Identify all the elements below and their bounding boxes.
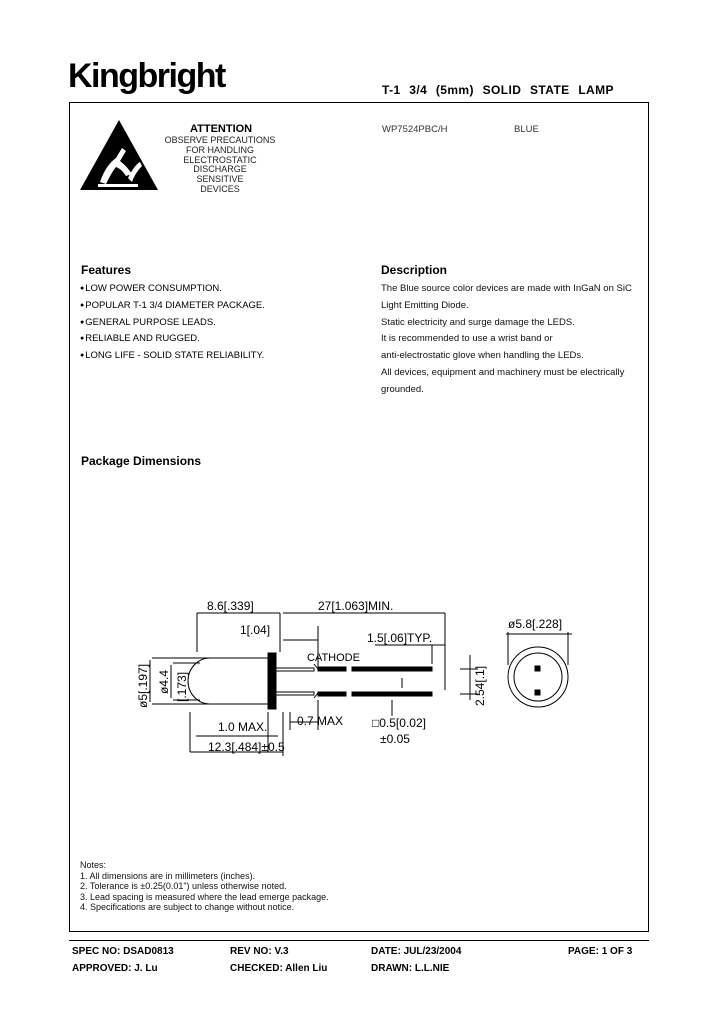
- led-front-view: [508, 647, 568, 707]
- description-line: The Blue source color devices are made with InGaN on SiC: [381, 283, 632, 294]
- brand-logo: Kingbright: [68, 57, 225, 95]
- dim-lead-tolerance: ±0.05: [380, 732, 410, 746]
- part-color: BLUE: [514, 124, 539, 135]
- lead-bottom-right: [352, 692, 432, 696]
- feature-item: ● GENERAL PURPOSE LEADS.: [80, 315, 265, 332]
- description-line: Static electricity and surge damage the LEDS.: [381, 316, 575, 328]
- notes: [80, 860, 329, 913]
- dim-lead-offset: 1.5[.06]TYP.: [367, 631, 433, 645]
- cathode-label: CATHODE: [307, 652, 360, 664]
- approved-by: APPROVED: J. Lu: [72, 963, 158, 974]
- attention-line: DEVICES: [200, 183, 240, 194]
- spec-number: SPEC NO: DSAD0813: [72, 946, 174, 957]
- drawn-by: DRAWN: L.L.NIE: [371, 963, 450, 974]
- description-heading: Description: [381, 263, 448, 277]
- description-line: It is recommended to use a wrist band or: [381, 333, 553, 345]
- features-heading: Features: [81, 263, 132, 277]
- dim-lead-spacing: 2.54[.1]: [473, 665, 487, 706]
- attention-title: ATTENTION: [190, 123, 253, 135]
- footer-divider: [69, 940, 649, 941]
- description-line: grounded.: [381, 383, 424, 395]
- dim-flange-diameter: ø5.8[.228]: [508, 617, 563, 631]
- attention-line: ELECTROSTATIC: [183, 154, 257, 165]
- dim-lens-length: 8.6[.339]: [207, 599, 254, 613]
- note-item: 3. Lead spacing is measured where the lead emerge package.: [80, 891, 329, 902]
- part-number: WP7524PBC/H: [382, 124, 448, 135]
- lead-bottom-left: [276, 692, 314, 695]
- led-flange: [268, 653, 276, 709]
- led-body-outline: [188, 658, 268, 704]
- attention-line: DISCHARGE: [193, 164, 247, 175]
- lead-top-left: [276, 668, 314, 671]
- attention-line: OBSERVE PRECAUTIONS: [164, 135, 276, 145]
- description-line: anti-electrostatic glove when handling the LEDs.: [381, 350, 584, 362]
- feature-item: ● POPULAR T-1 3/4 DIAMETER PACKAGE.: [80, 298, 265, 315]
- revision-number: REV NO: V.3: [230, 946, 289, 957]
- description-line: All devices, equipment and machinery must be electrically: [381, 366, 625, 378]
- dim-lead-bend-max: 0.7 MAX: [297, 714, 344, 728]
- dim-lens-diameter: ø4.4: [157, 669, 171, 694]
- note-item: 2. Tolerance is ±0.25(0.01") unless otherwise noted.: [80, 881, 287, 891]
- feature-item: ● LOW POWER CONSUMPTION.: [80, 281, 265, 298]
- notes-title: Notes:: [80, 860, 107, 870]
- dim-lead-length: 27[1.063]MIN.: [318, 599, 394, 613]
- checked-by: CHECKED: Allen Liu: [230, 963, 328, 974]
- dim-body-length: 12.3[.484]±0.5: [208, 740, 285, 754]
- description-line: Light Emitting Diode.: [381, 299, 469, 311]
- feature-item: ● LONG LIFE - SOLID STATE RELIABILITY.: [80, 348, 265, 365]
- note-item: 1. All dimensions are in millimeters (inches).: [80, 870, 256, 881]
- feature-item: ● RELIABLE AND RUGGED.: [80, 331, 265, 348]
- document-title: T-1 3/4 (5mm) SOLID STATE LAMP: [382, 83, 614, 97]
- lead-top-right: [352, 667, 432, 671]
- dim-flange: 1[.04]: [240, 623, 271, 637]
- dim-lead-square: □0.5[0.02]: [372, 716, 426, 730]
- dim-lens-diameter-inch: [.173]: [175, 671, 189, 702]
- package-heading: Package Dimensions: [81, 454, 202, 468]
- note-item: 4. Specifications are subject to change without notice.: [80, 902, 295, 912]
- attention-line: SENSITIVE: [196, 174, 244, 185]
- revision-date: DATE: JUL/23/2004: [371, 946, 462, 957]
- page-number: PAGE: 1 OF 3: [568, 946, 633, 957]
- attention-line: FOR HANDLING: [185, 144, 254, 155]
- dim-body-diameter: ø5[.197]: [136, 663, 150, 708]
- dim-flange-max: 1.0 MAX.: [218, 720, 268, 734]
